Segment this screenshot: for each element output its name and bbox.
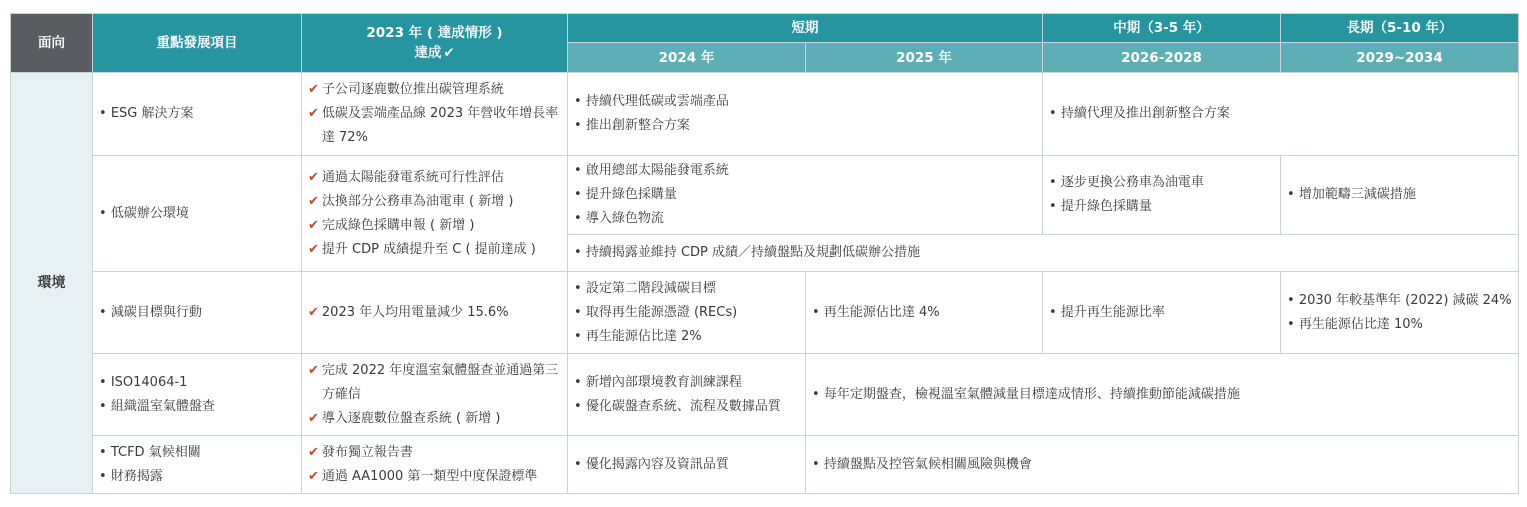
header-2024: 2024 年 xyxy=(568,43,806,73)
y2024-cell: • 設定第二階段減碳目標 • 取得再生能源憑證 (RECs) • 再生能源佔比達 2% xyxy=(568,272,806,354)
header-2029-2034: 2029~2034 xyxy=(1281,43,1519,73)
table-row xyxy=(11,436,1519,494)
project-cell: • 低碳辦公環境 xyxy=(93,156,302,272)
project-cell: • ISO14064-1 • 組織溫室氣體盤查 xyxy=(93,354,302,436)
all-periods-cell: • 持續揭露並維持 CDP 成績／持續盤點及規劃低碳辦公措施 xyxy=(568,235,1519,272)
y2024-cell: • 優化揭露內容及資訊品質 xyxy=(568,436,806,494)
check-icon: ✔ xyxy=(308,304,319,320)
check-icon: ✔ xyxy=(308,241,319,257)
later-periods-cell: • 持續盤點及控管氣候相關風險與機會 xyxy=(806,436,1519,494)
category-cell: 環境 xyxy=(11,73,93,494)
achieved-cell: ✔ 2023 年人均用電量減少 15.6% xyxy=(302,272,568,354)
table-row xyxy=(11,272,1519,354)
check-icon: ✔ xyxy=(308,217,319,233)
header-2023-line1: 2023 年 ( 達成情形 ) xyxy=(366,25,503,41)
check-icon: ✔ xyxy=(308,444,319,460)
header-long-term: 長期（5-10 年） xyxy=(1281,14,1519,43)
check-icon: ✔ xyxy=(443,45,455,61)
header-mid-term: 中期（3-5 年） xyxy=(1043,14,1281,43)
header-2023 xyxy=(302,14,568,73)
later-periods-cell: • 每年定期盤查，檢視溫室氣體減量目標達成情形、持續推動節能減碳措施 xyxy=(806,354,1519,436)
check-icon: ✔ xyxy=(308,468,319,484)
short-term-cell: • 持續代理低碳或雲端產品 • 推出創新整合方案 xyxy=(568,73,1043,156)
achieved-cell: ✔ 通過太陽能發電系統可行性評估 ✔ 汰換部分公務車為油電車 ( 新增 ) ✔ 完成綠色採購申報 ( 新增 ) ✔ 提升 CDP 成績提升至 C ( 提前達成 ) xyxy=(302,156,568,272)
achieved-cell: ✔ 子公司逐鹿數位推出碳管理系統 ✔ 低碳及雲端產品線 2023 年營收年增長率達 72% xyxy=(302,73,568,156)
header-2026-2028: 2026-2028 xyxy=(1043,43,1281,73)
header-aspect: 面向 xyxy=(11,14,93,73)
table-row xyxy=(11,156,1519,235)
table-row xyxy=(11,354,1519,436)
header-row-1 xyxy=(11,14,1519,43)
long-term-cell: • 增加範疇三減碳措施 xyxy=(1281,156,1519,235)
table-row xyxy=(11,73,1519,156)
check-icon: ✔ xyxy=(308,106,319,121)
project-cell: • 減碳目標與行動 xyxy=(93,272,302,354)
mid-term-cell: • 逐步更換公務車為油電車 • 提升綠色採購量 xyxy=(1043,156,1281,235)
header-2023-line2: 達成 ✔ xyxy=(414,45,455,61)
check-icon: ✔ xyxy=(308,169,319,185)
header-short-term: 短期 xyxy=(568,14,1043,43)
y2024-cell: • 新增內部環境教育訓練課程 • 優化碳盤查系統、流程及數據品質 xyxy=(568,354,806,436)
mid-long-term-cell: • 持續代理及推出創新整合方案 xyxy=(1043,73,1519,156)
development-plan-table xyxy=(10,13,1519,494)
check-icon: ✔ xyxy=(308,193,319,209)
project-cell: • TCFD 氣候相關 • 財務揭露 xyxy=(93,436,302,494)
header-project: 重點發展項目 xyxy=(93,14,302,73)
mid-term-cell: • 提升再生能源比率 xyxy=(1043,272,1281,354)
short-term-cell: • 啟用總部太陽能發電系統 • 提升綠色採購量 • 導入綠色物流 xyxy=(568,156,1043,235)
long-term-cell: • 2030 年較基準年 (2022) 減碳 24% • 再生能源佔比達 10% xyxy=(1281,272,1519,354)
check-icon: ✔ xyxy=(308,362,319,378)
project-cell: • ESG 解決方案 xyxy=(93,73,302,156)
achieved-cell: ✔ 發布獨立報告書 ✔ 通過 AA1000 第一類型中度保證標準 xyxy=(302,436,568,494)
achieved-cell: ✔ 完成 2022 年度溫室氣體盤查並通過第三方確信 ✔ 導入逐鹿數位盤查系統 ( 新增 ) xyxy=(302,354,568,436)
check-icon: ✔ xyxy=(308,82,319,97)
check-icon: ✔ xyxy=(308,410,319,426)
y2025-cell: • 再生能源佔比達 4% xyxy=(806,272,1043,354)
header-2025: 2025 年 xyxy=(806,43,1043,73)
